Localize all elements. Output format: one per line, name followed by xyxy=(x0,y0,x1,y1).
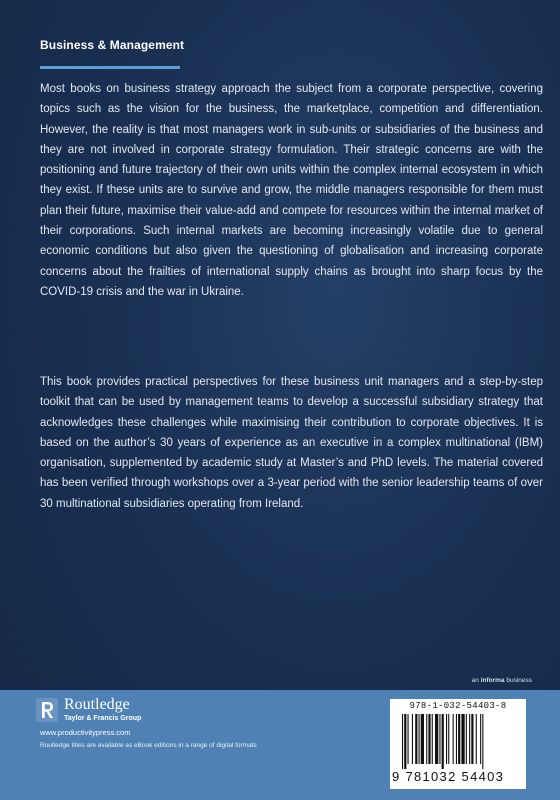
barcode-digits: 9 781032 54403 xyxy=(392,769,505,784)
barcode-bar xyxy=(428,714,430,764)
publisher-group: Taylor & Francis Group xyxy=(64,715,142,722)
barcode-bar xyxy=(421,714,424,764)
blurb-paragraph-1: Most books on business strategy approach the subject from a corporate perspective, covering topics such as the vision for the business, the marketplace, competition and differentiation. However, the reality is that most managers work in sub-units or subsidiaries of the business and they are not involved in corporate strategy formulation. Their strategic concerns are with the positioning and future trajectory of their own units within the complex internal ecosystem in which they exist. If these units are to survive and grow, the middle managers responsible for them must plan their future, maximise their value-add and compete for resources within the internal market of their corporations. Such internal markets are becoming increasingly volatile due to general economic conditions but also given the questioning of globalisation and increasing corporate concerns about the frailties of international supply chains as brought into sharp focus by the COVID-19 crisis and the war in Ukraine. xyxy=(40,83,543,298)
routledge-logo-icon xyxy=(36,698,58,722)
informa-brand: informa xyxy=(480,677,505,684)
barcode-bar xyxy=(458,714,460,764)
barcode-bar xyxy=(404,714,406,769)
barcode-bar xyxy=(412,714,413,764)
barcode-bar xyxy=(482,714,483,769)
barcode-bar xyxy=(446,714,447,764)
barcode-bar xyxy=(461,714,464,764)
informa-suffix: business xyxy=(504,677,532,684)
barcode-bar xyxy=(480,714,481,764)
barcode-bar xyxy=(466,714,467,764)
barcode-bars xyxy=(402,714,518,769)
barcode-bar xyxy=(448,714,449,764)
barcode-bar xyxy=(408,714,409,764)
category-divider xyxy=(40,66,180,69)
barcode-bar xyxy=(402,714,403,769)
barcode-bar xyxy=(415,714,417,764)
informa-prefix: an xyxy=(471,677,481,684)
category-label: Business & Management xyxy=(40,38,185,52)
publisher-footer xyxy=(0,690,560,800)
blurb-paragraph-2: This book provides practical perspectives for these business unit managers and a step-by-step toolkit that can be used by management teams to develop a successful subsidiary strategy that acknowledges these challenges while maximising their contribution to corporate objectives. It is based on the author’s 30 years of experience as an executive in a complex multinational (IBM) organisation, supplemented by academic study at Master’s and PhD levels. The material covered has been verified through workshops over a 3-year period with the senior leadership teams of over 30 multinational subsidiaries operating from Ireland. xyxy=(40,376,543,510)
publisher-name: Routledge xyxy=(64,696,130,713)
barcode-bar xyxy=(426,714,427,764)
publisher-website: www.productivitypress.com xyxy=(40,728,131,737)
barcode-bar xyxy=(432,714,433,764)
ebook-note: Routledge titles are available as eBook editions in a range of digital formats xyxy=(40,742,257,749)
barcode-bar xyxy=(439,714,440,764)
barcode-bar xyxy=(471,714,473,764)
barcode-bar xyxy=(476,714,477,764)
informa-tagline xyxy=(472,677,532,684)
barcode-bar xyxy=(453,714,454,764)
barcode-bar xyxy=(435,714,438,764)
barcode-bar xyxy=(419,714,420,764)
isbn-barcode xyxy=(390,699,526,789)
isbn-number: 978-1-032-54403-8 xyxy=(409,701,507,711)
barcode-bar xyxy=(469,714,470,764)
barcode-bar xyxy=(442,714,444,769)
barcode-bar xyxy=(456,714,457,764)
